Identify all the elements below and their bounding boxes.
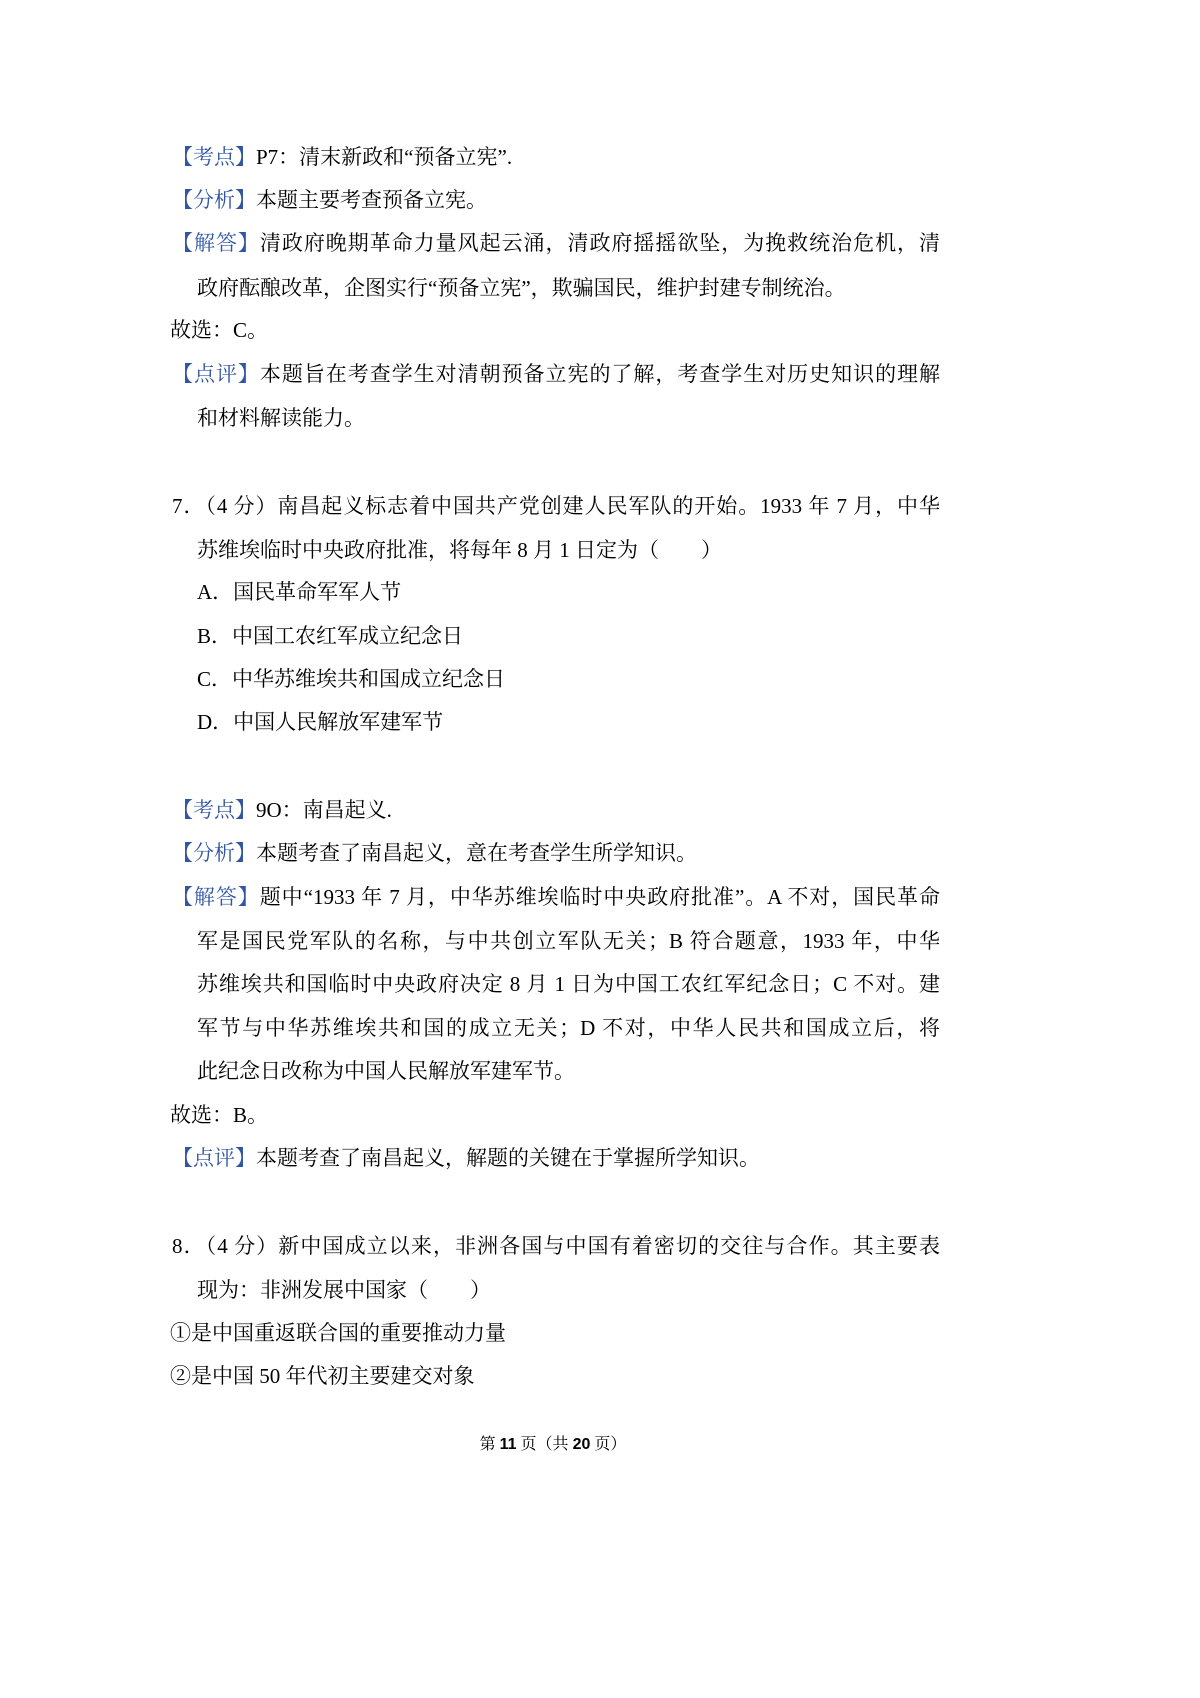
fenxi-label: 【分析】	[172, 188, 256, 212]
q7-stem-line-1: 7．（4 分）南昌起义标志着中国共产党创建人民军队的开始。1933 年 7 月，中华	[172, 494, 940, 518]
kaodian-label: 【考点】	[172, 798, 256, 822]
q7-jieda-line-1	[172, 875, 940, 919]
jieda-text: 清政府晚期革命力量风起云涌，清政府摇摇欲坠，为挽救统治危机，清	[259, 231, 941, 255]
fenxi-text: 本题主要考查预备立宪。	[256, 188, 487, 212]
q8-stem-line-2: 现为：非洲发展中国家（ ）	[197, 1278, 491, 1302]
q6-jieda-line-1	[172, 221, 940, 265]
jieda-text: 题中“1933 年 7 月，中华苏维埃临时中央政府批准”。A 不对，国民革命	[259, 885, 940, 909]
q7-fenxi-line	[172, 831, 940, 875]
fenxi-text: 本题考查了南昌起义，意在考查学生所学知识。	[256, 841, 697, 865]
fenxi-label: 【分析】	[172, 841, 256, 865]
jieda-label: 【解答】	[172, 231, 260, 255]
jieda-label: 【解答】	[172, 885, 260, 909]
dianping-text: 本题考查了南昌起义，解题的关键在于掌握所学知识。	[256, 1146, 760, 1170]
q6-kaodian-line	[172, 135, 940, 179]
q7-dianping-line	[172, 1136, 940, 1180]
q7-option-a: A．国民革命军军人节	[197, 580, 402, 604]
q7-jieda-line-3: 苏维埃共和国临时中央政府决定 8 月 1 日为中国工农红军纪念日；C 不对。建	[197, 972, 940, 996]
q7-option-b: B．中国工农红军成立纪念日	[197, 624, 464, 648]
kaodian-label: 【考点】	[172, 145, 256, 169]
footer-middle: 页（共	[516, 1436, 573, 1453]
dianping-label: 【点评】	[172, 362, 260, 386]
q8-stem-line-1: 8．（4 分）新中国成立以来，非洲各国与中国有着密切的交往与合作。其主要表	[172, 1234, 940, 1258]
q7-jieda-line-5: 此纪念日改称为中国人民解放军建军节。	[197, 1059, 575, 1083]
q6-dianping-line-2: 和材料解读能力。	[197, 406, 365, 430]
q8-statement-1: ①是中国重返联合国的重要推动力量	[170, 1321, 506, 1345]
q7-option-d: D．中国人民解放军建军节	[197, 710, 444, 734]
kaodian-text: P7：清末新政和“预备立宪”.	[256, 145, 513, 169]
q6-dianping-line-1	[172, 352, 940, 396]
q7-jieda-line-2: 军是国民党军队的名称，与中共创立军队无关；B 符合题意，1933 年，中华	[197, 929, 940, 953]
q7-stem-line-2: 苏维埃临时中央政府批准，将每年 8 月 1 日定为（ ）	[197, 538, 722, 562]
q7-kaodian-line	[172, 788, 940, 832]
q6-jieda-line-2: 政府酝酿改革，企图实行“预备立宪”，欺骗国民，维护封建专制统治。	[197, 276, 846, 300]
kaodian-text: 9O：南昌起义.	[256, 798, 392, 822]
footer-prefix: 第	[479, 1436, 500, 1453]
q6-answer: 故选：C。	[170, 318, 269, 342]
q7-option-c: C．中华苏维埃共和国成立纪念日	[197, 667, 506, 691]
q7-jieda-line-4: 军节与中华苏维埃共和国的成立无关；D 不对，中华人民共和国成立后，将	[197, 1016, 940, 1040]
q7-answer: 故选：B。	[170, 1103, 269, 1127]
q8-statement-2: ②是中国 50 年代初主要建交对象	[170, 1364, 475, 1388]
total-pages: 20	[572, 1436, 591, 1453]
page-footer	[353, 1433, 753, 1457]
q6-fenxi-line	[172, 178, 940, 222]
dianping-label: 【点评】	[172, 1146, 256, 1170]
dianping-text: 本题旨在考查学生对清朝预备立宪的了解，考查学生对历史知识的理解	[259, 362, 941, 386]
page-number: 11	[499, 1436, 517, 1453]
footer-suffix: 页）	[590, 1436, 627, 1453]
